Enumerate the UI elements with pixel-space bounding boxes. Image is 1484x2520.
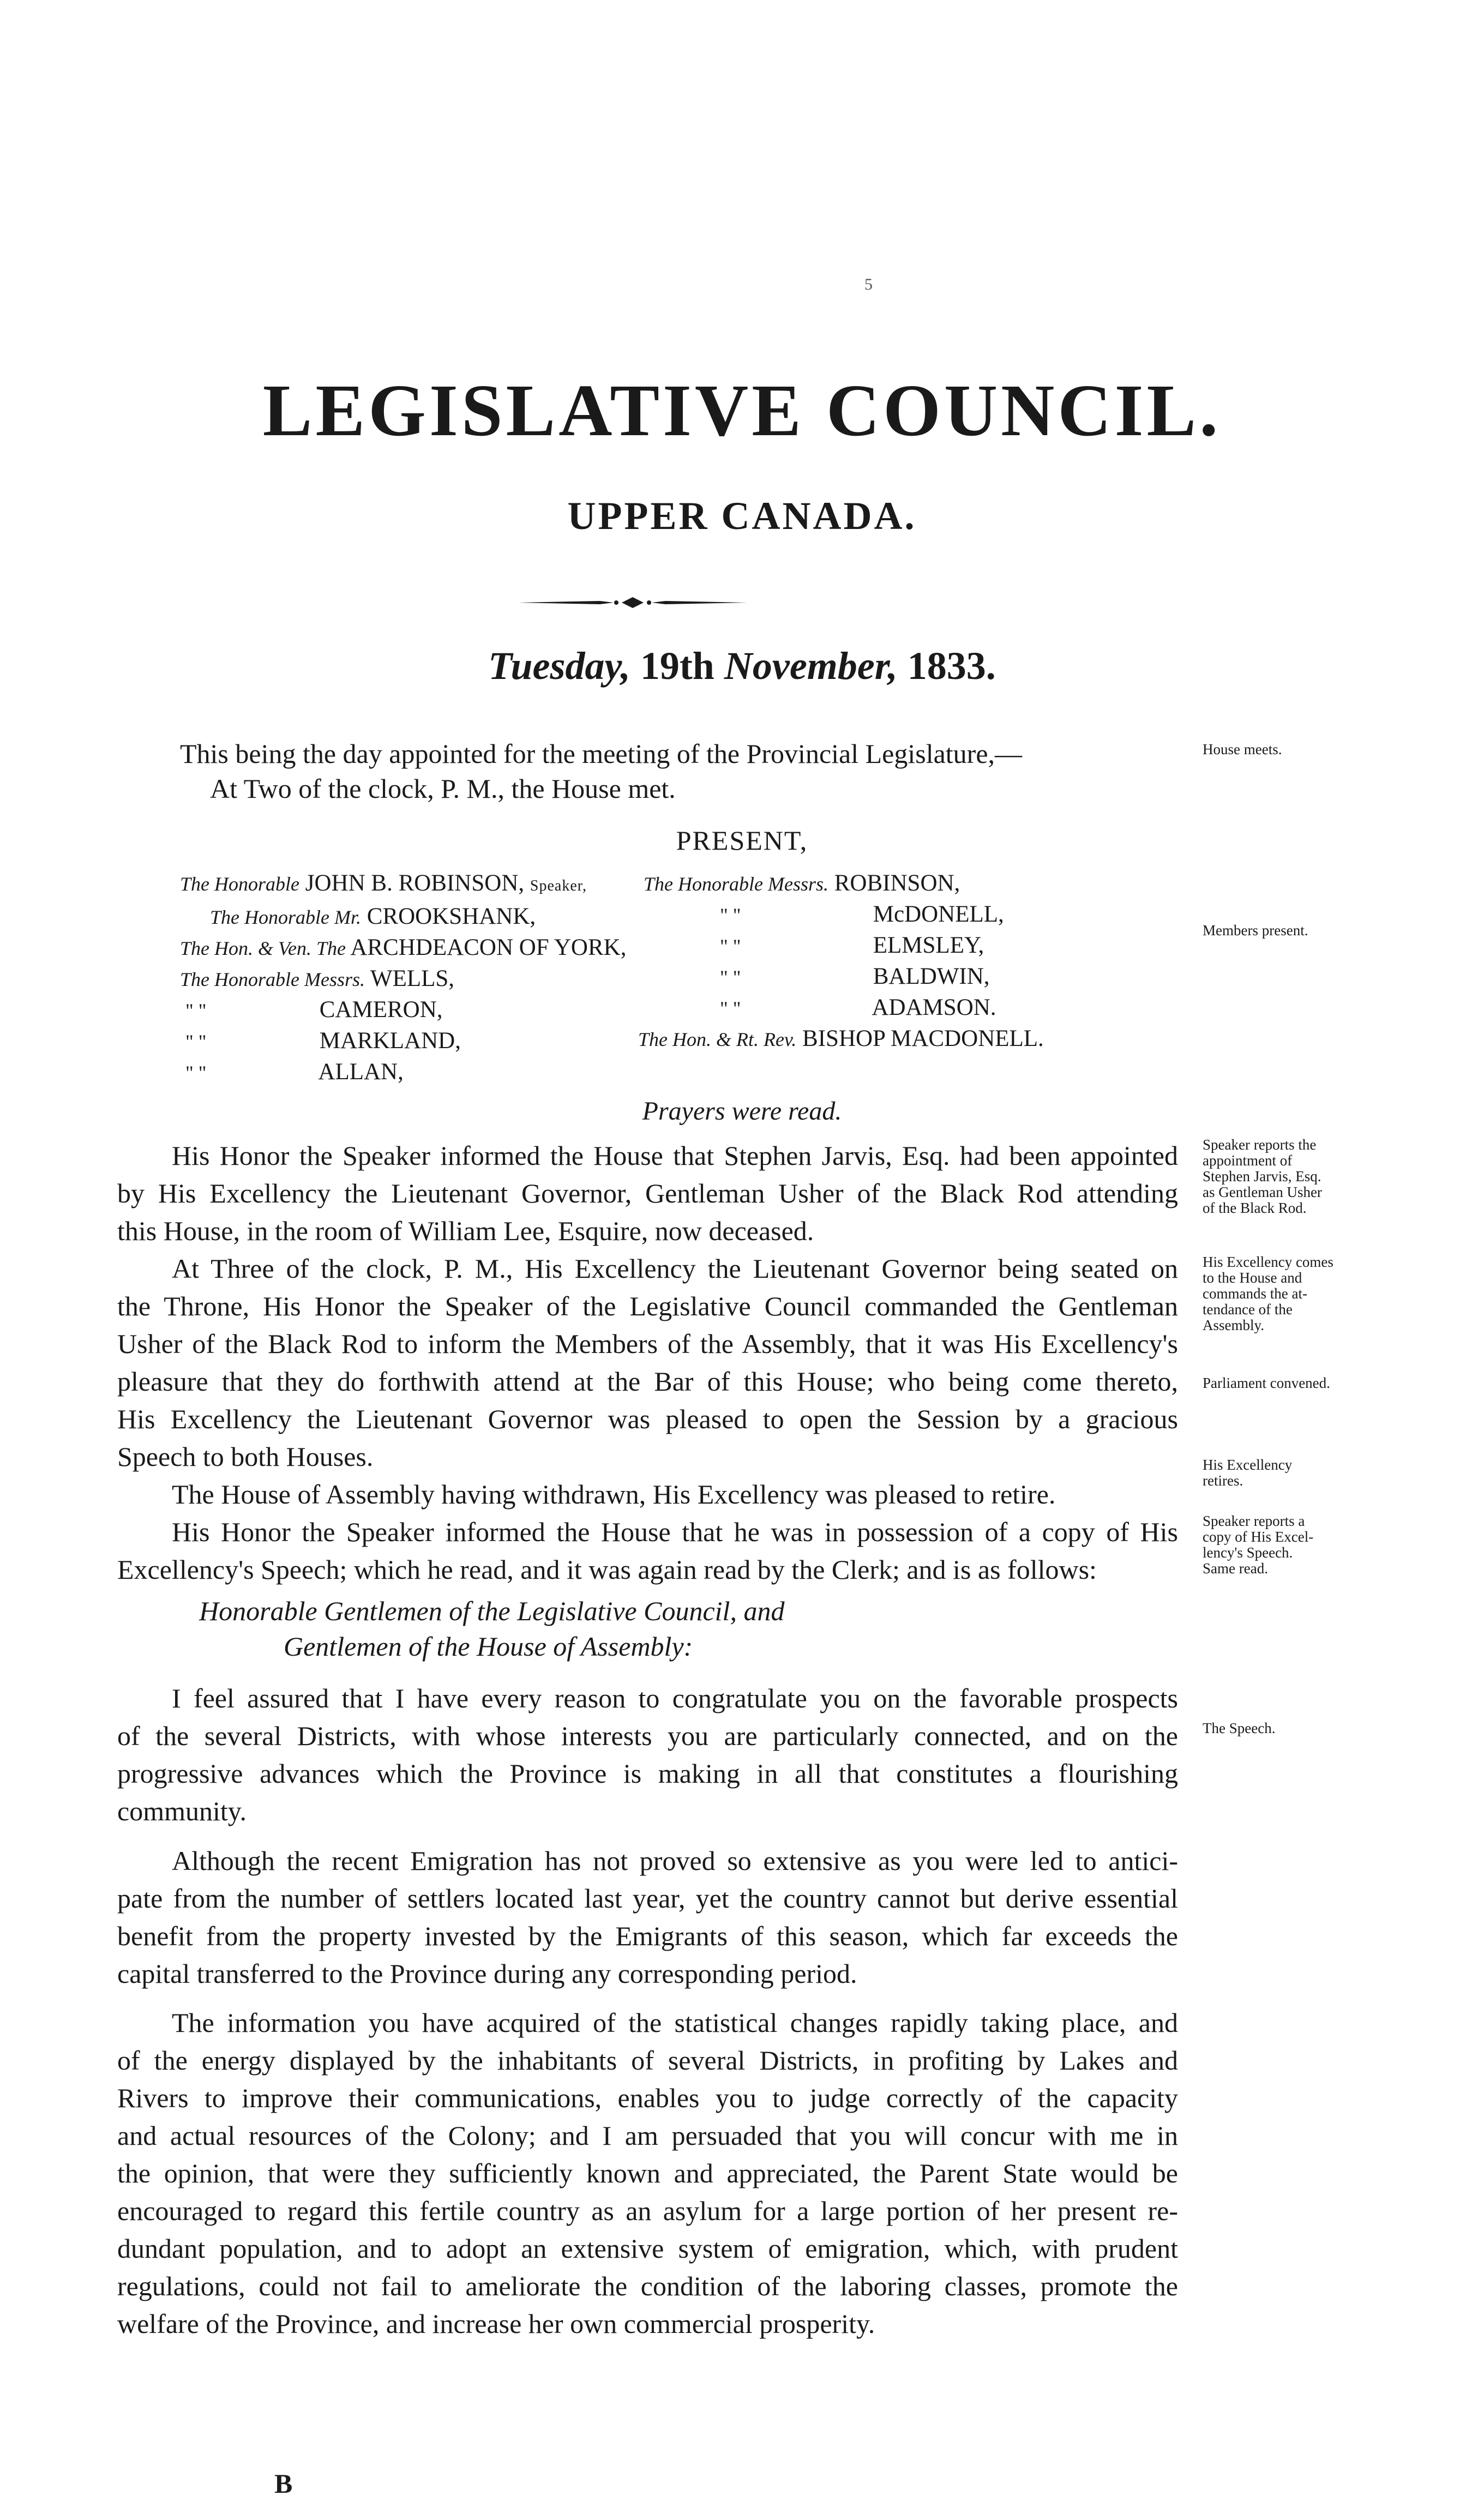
signature-mark: B [274,2468,293,2499]
paragraph-speech-copy: His Honor the Speaker informed the House that he was in possession of a copy of His Excellency's Speech; which he read, and it was again read by the Clerk; and is as follows: [117,1517,1178,1585]
prayers-line: Prayers were read. [642,1097,842,1126]
speech-paragraph-3: The information you have acquired of the statistical changes rapidly taking place, and of the energy displayed by the inhabitants of several Districts, in profiting by Lakes and Rivers to improve their communications, enables you to judge correctly of the capacity and actual resources of the Colony; and I am persuaded that you will concur with me in the opinion, that were they sufficiently known and appreciated, the Parent State would be encouraged to regard this fertile country as an asylum for a large portion of her present re- dundant population, and to adopt an extensive system of emigration, which, with prudent regulations, could not fail to ameliorate the condition of the laboring classes, promote the welfare of the Province, and increase her own commercial prosperity. [117,2007,1178,2339]
member-row: The Hon. & Ven. The ARCHDEACON OF YORK, [180,935,627,960]
member-row: " " BALDWIN, [720,964,990,989]
margin-note-parliament: Parliament convened. [1203,1375,1330,1391]
margin-note-retires: His Excellency retires. [1203,1457,1293,1489]
member-row: The Honorable JOHN B. ROBINSON, Speaker, [180,870,587,896]
ornament-divider [518,592,747,614]
paragraph-assembly-withdrawn: The House of Assembly having withdrawn, His Excellency was pleased to retire. [172,1479,1056,1509]
members-left-column [180,868,626,1088]
member-row: " " ALLAN, [185,1059,404,1085]
opening-line-2: At Two of the clock, P. M., the House met. [210,773,676,804]
member-row: " " MARKLAND, [185,1028,461,1054]
member-row: " " ADAMSON. [720,995,996,1020]
margin-note-speaker-copy: Speaker reports a copy of His Excel- lency's Speech. Same read. [1203,1513,1314,1577]
paragraph-speaker-report: His Honor the Speaker informed the House that Stephen Jarvis, Esq. had been appointed by His Excellency the Lieutenant Governor, Gentleman Usher of the Black Rod attending this House, in the room of William Lee, Esquire, now deceased. [117,1140,1178,1246]
margin-note-members-present: Members present. [1203,922,1308,939]
session-date: Tuesday, 19th November, 1833. [488,644,996,688]
member-row: " " McDONELL, [720,901,1004,927]
speech-salutation-2: Gentlemen of the House of Assembly: [284,1631,693,1662]
speech-salutation-1: Honorable Gentlemen of the Legislative Council, and [199,1596,785,1626]
page-title: LEGISLATIVE COUNCIL. [262,370,1222,452]
folio-mark: 5 [864,275,873,293]
member-row: The Honorable Messrs. WELLS, [180,966,455,991]
margin-note-excellency-comes: His Excellency comes to the House and commands the at- tendance of the Assembly. [1203,1254,1333,1333]
opening-line-1: This being the day appointed for the meeting of the Provincial Legislature,— [180,738,1023,769]
member-row: The Hon. & Rt. Rev. BISHOP MACDONELL. [638,1026,1044,1051]
margin-note-house-meets: House meets. [1203,741,1282,757]
margin-note-the-speech: The Speech. [1203,1720,1276,1736]
member-row: The Honorable Mr. CROOKSHANK, [210,904,536,929]
paragraph-excellency-throne: At Three of the clock, P. M., His Excellency the Lieutenant Governor being seated on the Throne, His Honor the Speaker of the Legislative Council commanded the Gentleman Usher of the Black Rod to inform the Members of the Assembly, that it was His Excellency's pleasure that they do forthwith attend at the Bar of this House; who being come thereto, His Excellency the Lieutenant Governor was pleased to open the Session by a gracious Speech to both Houses. [117,1253,1178,1472]
speech-paragraph-1: I feel assured that I have every reason to congratulate you on the favorable prospects of the several Districts, with whose interests you are particularly connected, and on the progressive advances which the Province is making in all that constitutes a flourishing community. [117,1683,1178,1826]
members-right-column [638,868,1044,1055]
member-row: " " CAMERON, [185,997,443,1023]
member-row: The Honorable Messrs. ROBINSON, [644,870,960,896]
margin-note-speaker-reports: Speaker reports the appointment of Stephen Jarvis, Esq. as Gentleman Usher of the Black Rod. [1203,1136,1322,1216]
speech-paragraph-2: Although the recent Emigration has not proved so extensive as you were led to antici- pate from the number of settlers located last year, yet the country cannot but derive essential benefit from the property invested by the Emigrants of this season, which far exceeds the capital transferred to the Province during any corresponding period. [117,1845,1178,1989]
page-subtitle: UPPER CANADA. [567,494,917,538]
present-heading: PRESENT, [676,825,808,856]
member-row: " " ELMSLEY, [720,933,984,958]
